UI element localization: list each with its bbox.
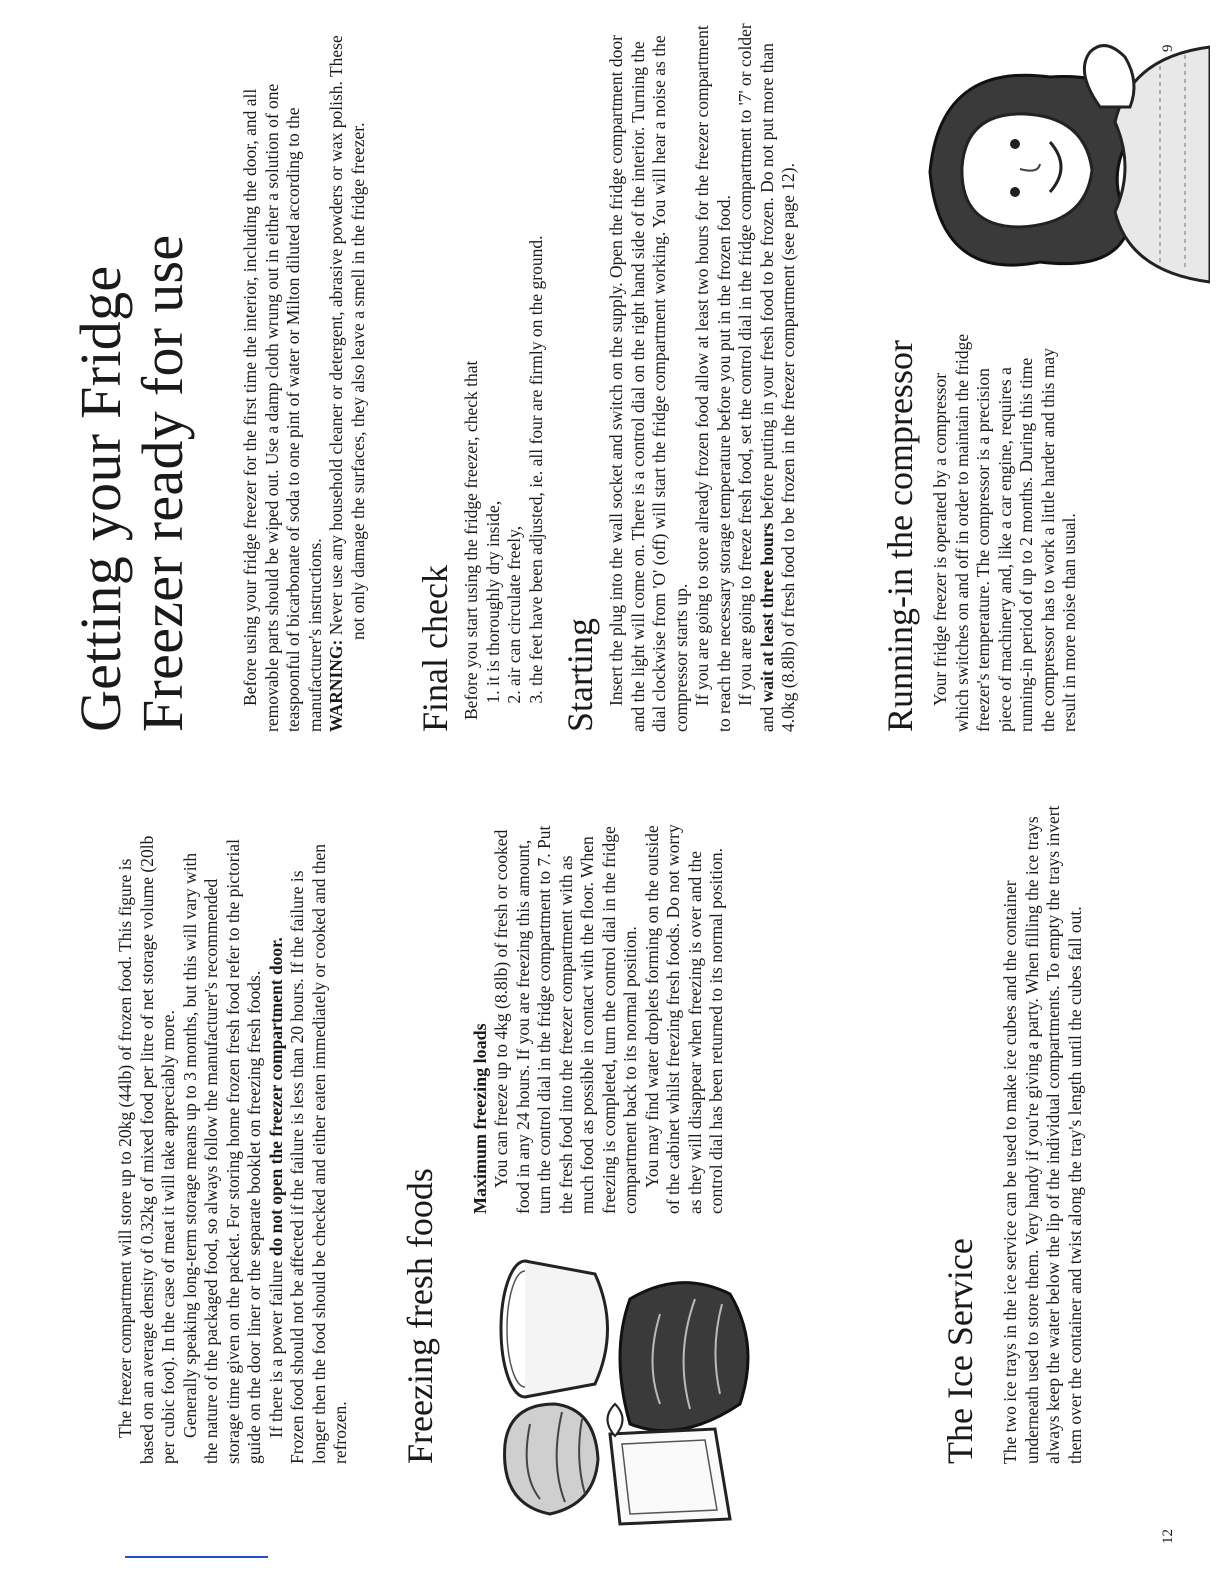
power-failure-lead: If there is a power failure <box>265 1256 286 1438</box>
power-failure-detail: Frozen food should not be affected if the failure is less than 20 hours. If the failure is longer then the food should be checked and either eaten immediately or cooked and then refrozen. <box>287 843 350 1464</box>
page-number-9: 9 <box>1160 44 1176 52</box>
page-title-block <box>70 12 194 732</box>
freezing-fresh-foods-heading: Freezing fresh foods <box>400 1168 440 1464</box>
warning-text: Never use any household cleaner or detergent, abrasive powders or wax polish. These not only damage the surfaces, they also leave a smell in the fridge freezer. <box>326 35 368 640</box>
woman-illustration <box>900 22 1210 322</box>
max-freezing-loads-section <box>470 814 728 1214</box>
page-title-line-2: Freezer ready for use <box>130 234 195 732</box>
ice-service-heading: The Ice Service <box>940 1238 980 1464</box>
cleaning-paragraph: Before using your fridge freezer for the first time the interior, including the door, and all removable parts should be wiped out. Use a damp cloth wrung out in either a solution of one teaspoonful of bicarbonate of soda to one pint of water or Milton diluted according to the manufacturer's instructions. <box>240 83 325 732</box>
final-check-heading: Final check <box>415 565 455 732</box>
switch-on-paragraph: Insert the plug into the wall socket and switch on the supply. Open the fridge compartment door and the light will come on. There is a control dial on the right hand side of the interior. Turning the dial clockwise from 'O' (off) will start the fridge compartment working. You will hear a noise as the compressor starts up. <box>606 35 691 732</box>
frozen-food-paragraph: If you are going to store already frozen food allow at least two hours for the freezer compartment to reach the necessary storage temperature before you put in the frozen food. <box>692 25 734 732</box>
final-check-list <box>483 12 548 732</box>
final-check-item: 1. it is thoroughly dry inside, <box>483 12 505 686</box>
preparation-section <box>240 12 369 732</box>
page-number-12: 12 <box>1160 1529 1176 1544</box>
starting-section <box>560 12 800 732</box>
starting-heading: Starting <box>560 618 600 732</box>
final-check-intro: Before you start using the fridge freezer, check that <box>461 360 481 720</box>
running-in-paragraph: Your fridge freezer is operated by a compressor which switches on and off in order to maintain the fridge freezer's temperature. The compressor is a precision piece of machinery and, like a car engine, requires a running-in period of up to 2 months. During this time the compressor has to work a little harder and this may result in more noise than usual. <box>930 333 1079 732</box>
power-failure-warning: do not open the freezer compartment door. <box>265 937 286 1257</box>
final-check-item: 2. air can circulate freely, <box>504 12 526 686</box>
fresh-food-paragraph <box>735 12 800 732</box>
ice-service-paragraph: The two ice trays in the ice service can be used to make ice cubes and the container underneath used to store them. Very handy if you're giving a party. When filling the ice trays always keep the water below the lip of the individual compartments. To empty the trays invert them over the container and twist along the tray's length until the cubes fall out. <box>1000 805 1085 1464</box>
running-in-heading: Running-in the compressor <box>880 340 920 732</box>
fresh-food-lead: If you are going to freeze fresh food, set the control dial in the fridge compartment to '7' or colder and <box>735 23 777 732</box>
power-failure-paragraph <box>266 834 288 1464</box>
fresh-food-rest: before putting in your fresh food to be frozen. Do not put more than 4.0kg (8.8lb) of fresh food to be frozen in the freezer compartment (see page 12). <box>756 43 798 732</box>
warning-paragraph <box>326 12 369 732</box>
max-loads-paragraph: You can freeze up to 4kg (8.8lb) of fresh or cooked food in any 24 hours. If you are freezing this amount, turn the control dial in the fridge compartment to 7. Put the fresh food into the freezer compartment with as much food as possible in contact with the floor. When freezing is completed, turn the control dial in the fridge compartment back to its normal position. <box>491 825 640 1214</box>
storage-capacity-paragraph: The freezer compartment will store up to 20kg (44lb) of frozen food. This figure is based on an average density of 0.32kg of mixed food per litre of net storage volume (20lb per cubic foot). In the case of meat it will take appreciably more. <box>115 835 178 1464</box>
frozen-food-packages-illustration <box>470 1244 770 1544</box>
final-check-section <box>415 12 547 732</box>
page-title-line-1: Getting your Fridge <box>68 265 133 732</box>
storage-time-paragraph: Generally speaking long-term storage means up to 3 months, but this will vary with the nature of the packaged food, so always follow the manufacturer's recommended storage time given on the packet. For storing home frozen fresh food refer to the pictorial guide on the door liner or the separate booklet on freezing fresh foods. <box>179 839 264 1464</box>
max-freezing-loads-heading: Maximum freezing loads <box>470 1023 490 1214</box>
page-12 <box>0 792 1224 1584</box>
blue-edge-rule <box>125 1556 268 1558</box>
freezer-storage-section <box>115 834 352 1464</box>
final-check-item: 3. the feet have been adjusted, ie. all four are firmly on the ground. <box>526 12 548 686</box>
water-droplets-paragraph: You may find water droplets forming on the outside of the cabinet whilst freezing fresh foods. Do not worry as they will disappear when freezing is over and the control dial has been returned to its normal position. <box>641 824 726 1214</box>
warning-label: WARNING: <box>326 639 346 732</box>
fresh-food-wait: wait at least three hours <box>756 522 777 703</box>
